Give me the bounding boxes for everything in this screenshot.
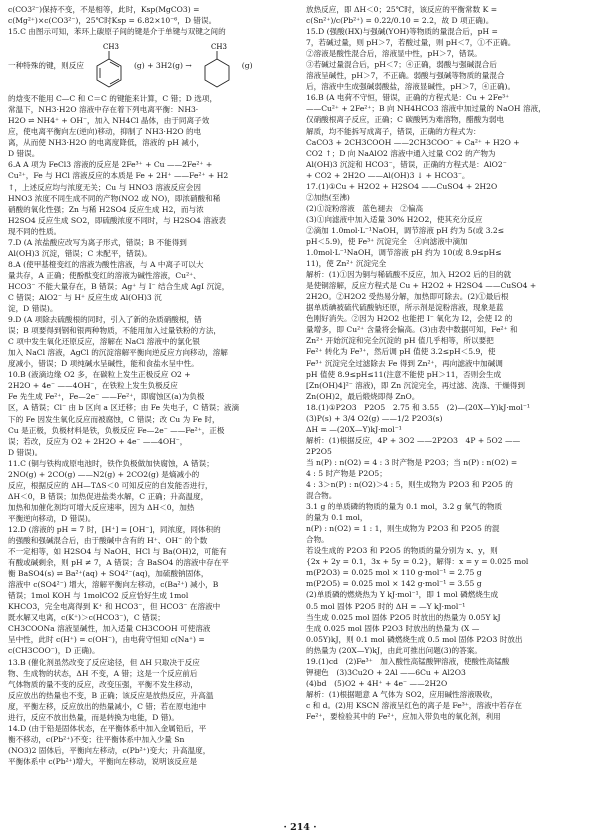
answer-line: 7，若碱过量，则 pH＞7，若酸过量，则 pH＜7，①不正确。 bbox=[306, 38, 516, 48]
answer-line: 常温下，NH3·H2O 溶液中存在着下列电离平衡：NH3· bbox=[8, 105, 199, 115]
answer-line: 反应放出的热量也不变，B 正确；该反应是放热反应，升高温 bbox=[8, 690, 214, 700]
answer-line: c(CH3COO⁻)，D 正确)。 bbox=[8, 646, 100, 656]
answer-line: HCO3⁻ 不能大量存在，B 错误；Ag⁺ 与 I⁻ 结合生成 AgI 沉淀， bbox=[8, 281, 230, 291]
answer-line: HNO3 浓度不同生成不同的产物(NO2 或 NO)，即浓硝酸和稀 bbox=[8, 193, 221, 203]
answer-line: 硝酸的氧化性强；Zn 与稀 H2SO4 反应生成 H2，而与浓 bbox=[8, 204, 204, 214]
answer-line: 解析：(1)①因为铜与稀硫酸不反应，加入 H2O2 后的目的就 bbox=[306, 270, 512, 280]
methylcyclohexane-structure-icon bbox=[200, 41, 234, 89]
answer-line: 溶液中 c(SO4²⁻) 增大，溶解平衡向左移动，c(Ba²⁺) 减小，B bbox=[8, 580, 219, 590]
answer-line: 度减小，错误；D 项纯碱水呈碱性，能和食盐水呈中性。 bbox=[8, 359, 199, 369]
right-column bbox=[306, 4, 590, 722]
answer-line: 后，溶液中生成强碱弱酸盐，溶液显碱性，pH＞7，④正确)。 bbox=[306, 82, 516, 92]
chemical-structure-row bbox=[8, 39, 292, 91]
answer-line: [Zn(OH)4]²⁻ 溶液)，即 Zn 沉淀完全，再过滤、洗涤、干燥得到 bbox=[306, 380, 525, 390]
answer-line: 误；B 项要得到钢和银两种物质，不能用加入过量铁粉的方法， bbox=[8, 326, 222, 336]
answer-line: 物、生成物的状态，ΔH 不变，A 错；这是一个反应前后 bbox=[8, 668, 198, 678]
answer-line: ②溶液是酸性混合后，溶液显中性，pH＞7，错误。 bbox=[306, 49, 482, 59]
answer-line: ②滴加 1.0mol·L⁻¹NaOH，调节溶液 pH 约为 5(或 3.2≤ bbox=[306, 225, 505, 235]
answer-line: n(P) : n(O2) = 1 : 1，则生成物为 P2O3 和 P2O5 的混 bbox=[306, 524, 500, 534]
answer-line: Al(OH)3 沉淀和 HCO3⁻，错误，正确的方程式是：AlO2⁻ bbox=[306, 159, 507, 169]
answer-line: Cu 是正极，负极材料是铁，负极反应 Fe—2e⁻ ——Fe²⁺，正极 bbox=[8, 425, 225, 435]
answer-line: 衡不移动，c(Pb²⁺)不变；往平衡体系中加入少量 Sn bbox=[8, 734, 185, 744]
answer-line: 19.(1)cd (2)Fe³⁺ 加入酸性高锰酸钾溶液，使酸性高锰酸 bbox=[306, 656, 510, 666]
answer-line: 生成 0.025 mol 固体 P2O3 时放出的热量为 (X — bbox=[306, 623, 480, 633]
answer-line: 12.D (溶液的 pH = 7 时，[H⁺] = [OH⁻]，同浓度，同体积的 bbox=[8, 524, 221, 534]
answer-line: 解析：(1)根据反应，4P + 3O2 ——2P2O3 4P + 5O2 —— bbox=[306, 435, 521, 445]
answer-line: 量增多，即 Cu²⁺ 含量将会偏高。(3)由表中数据可知，Fe²⁺ 和 bbox=[306, 325, 518, 335]
answer-line: 4 : 3＞n(P) : n(O2)＞4 : 5，则生成物为 P2O3 和 P2O5 的 bbox=[306, 480, 513, 490]
answer-line: ——Cu²⁺ + 2Fe²⁺；B 向 NH4HCO3 溶液中加过量的 NaOH 溶液， bbox=[306, 104, 546, 114]
answer-line: 仅硝酸根离子反应，正确；C 碳酸钙为难溶物，醋酸为弱电 bbox=[306, 115, 505, 125]
answer-line: 11.C (铜与铁构成原电池时，铁作负极做加快腐蚀，A 错误； bbox=[8, 458, 214, 468]
answer-line: (2)①淀粉溶液 蓝色褪去 ②偏高 bbox=[306, 203, 424, 213]
answer-line: 据单质碘被硫代硫酸钠还原，所示剂是淀粉溶液，现象是蓝 bbox=[306, 303, 504, 313]
answer-line: ③若碱过量混合后，pH＜7；④正确，弱酸与强碱混合后 bbox=[306, 60, 497, 70]
answer-line: D 错误。 bbox=[8, 149, 40, 159]
page-number: · 214 · bbox=[283, 822, 317, 833]
answer-line: 下的 Fe 因发生氧化反应而被腐蚀，C 错误；改 Cu 为 Fe 时， bbox=[8, 414, 220, 424]
answer-line: 合物。 bbox=[306, 535, 329, 545]
answer-line: 放热反应，即 ΔH＜0；25℃时，该反应的平衡常数 K = bbox=[306, 5, 498, 14]
answer-line: 现不同的性质。 bbox=[8, 226, 62, 236]
answer-line: Fe²⁺，要检验其中的 Fe²⁺，应加入带负电的氧化剂，利用 bbox=[306, 712, 501, 721]
answer-line: 10.B (液滴边缘 O2 多，在碳粒上发生正极反应 O2 + bbox=[8, 370, 191, 380]
toluene-structure-icon bbox=[92, 41, 126, 89]
substituent-label: CH3 bbox=[102, 43, 119, 52]
answer-line: (4)bd (5)O2 + 4H⁺ + 4e⁻ ——2H2O bbox=[306, 678, 448, 688]
answer-line: 解析：(1)根据题意 A 气体为 SO2，应用碱性溶液吸收， bbox=[306, 689, 498, 699]
answer-line: H2SO4 反应生成 SO2，即硫酸浓度不同时，与 H2SO4 溶液表 bbox=[8, 215, 227, 225]
answer-line: 15.D (强酸(HX)与强碱(YOH)等物质的量混合后，pH = bbox=[306, 27, 498, 37]
answer-line: 18.(1)①P2O3 P2O5 2.75 和 3.55 (2)—(20X—Y)kJ·mol⁻¹ bbox=[306, 402, 530, 412]
answer-line: 解质，均不能拆写成离子，错误，正确的方程式为： bbox=[306, 126, 481, 136]
answer-line: 1.0mol·L⁻¹NaOH，调节溶液 pH 约为 10(或 8.9≤pH≤ bbox=[306, 248, 502, 258]
answer-line: 有酸或碱剩余，则 pH ≠ 7，A 错误；含 BaSO4 的溶液中存在平 bbox=[8, 558, 229, 568]
answer-line: ΔH＜0，B 错误；加热促进盐类水解，C 正确；升高温度， bbox=[8, 491, 209, 501]
answer-line: ↑，上述反应均与浓度无关；Cu 与 HNO3 溶液反应会因 bbox=[8, 182, 201, 192]
answer-line: {2x + 2y = 0.1，3x + 5y = 0.2}，解得：x = y = 0.025 mol bbox=[306, 557, 529, 567]
answer-line: 区，A 错误；Cl⁻ 由 b 区向 a 区迁移；由 Fe 失电子，C 错误；液滴 bbox=[8, 403, 240, 413]
answer-line: 16.B (A 电荷不守恒，错误，正确的方程式是：Cu + 2Fe³⁺ bbox=[306, 93, 510, 103]
answer-line: 14.D (由于铅是固体状态，在平衡体系中加入金属铅后，平 bbox=[8, 723, 207, 733]
answer-line: 应，使电离平衡向左(逆向)移动，抑制了 NH3·H2O 的电 bbox=[8, 127, 202, 137]
answer-line: 13.B (催化剂虽然改变了反应途径，但 ΔH 只取决于反应 bbox=[8, 657, 200, 667]
answer-line: Zn(OH)2，最后煅烧即得 ZnO。 bbox=[306, 391, 420, 401]
answer-line: ②加热(至沸) bbox=[306, 192, 350, 202]
answer-line: 2NO(g) + 2CO(g) ——N2(g) + 2CO2(g) 是熵减小的 bbox=[8, 469, 200, 479]
answer-line: 3.1 g 的单质磷的物质的量为 0.1 mol，3.2 g 氧气的物质 bbox=[306, 502, 503, 512]
answer-line: 呈中性，此时 c(H⁺) = c(OH⁻)，由电荷守恒知 c(Na⁺) = bbox=[8, 635, 205, 645]
answer-line: ΔH = —(20X—Y)kJ·mol⁻¹ bbox=[306, 424, 402, 434]
answer-line: 进行，反应不放出热量，而是转换为电能，D 错)。 bbox=[8, 712, 179, 722]
answer-line: H2O ⇌ NH4⁺ + OH⁻，加入 NH4Cl 晶体，由于同离子效 bbox=[8, 116, 210, 126]
answer-line: Zn²⁺ 开始沉淀和完全沉淀的 pH 值几乎相等，所以要把 bbox=[306, 336, 494, 346]
answer-line: Cu²⁺，Fe 与 HCl 溶液反应的本质是 Fe + 2H⁺ ——Fe²⁺ + H2 bbox=[8, 171, 229, 181]
structure-middle-label: (g) + 3H2(g) → bbox=[133, 60, 192, 70]
answer-line: 11)，使 Zn²⁺ 沉淀完全 bbox=[306, 259, 387, 269]
answer-line: 若设生成的 P2O3 和 P2O5 的物质的量分别为 x、y，则 bbox=[306, 546, 498, 556]
answer-line: 0.05Y)kJ，则 0.1 mol 磷燃烧生成 0.5 mol 固体 P2O3 时放出 bbox=[306, 634, 523, 644]
answer-line: c(CO3²⁻)保持不变，不是相等，此时，Ksp(MgCO3) = bbox=[8, 5, 200, 14]
answer-line: 2H2O + 4e⁻ ——4OH⁻，在铁粒上发生负极反应 bbox=[8, 381, 178, 391]
substituent-label-2: CH3 bbox=[210, 43, 227, 52]
answer-line: 量共存，A 正确；使酚酞变红的溶液为碱性溶液，Cu²⁺、 bbox=[8, 270, 201, 280]
answer-line: 7.D (A 浓盐酸应改写为离子形式，错误；B 不能得到 bbox=[8, 237, 187, 247]
answer-line: c(Sn²⁺)/c(Pb²⁺) = 0.22/0.10 = 2.2，故 D 项正确)。 bbox=[306, 16, 494, 26]
answer-line: Al(OH)3 沉淀，错误；C 未配平，错误)。 bbox=[8, 248, 152, 258]
answer-line: pH 值使 8.9≤pH≤11(注意不能使 pH＞11，否则会生成 bbox=[306, 369, 502, 379]
answer-line: KHCO3，完全电离得到 K⁺ 和 HCO3⁻，但 HCO3⁻ 在溶液中 bbox=[8, 602, 221, 612]
answer-line: 的强酸和强碱混合后，由于酸碱中含有的 H⁺、OH⁻ 的个数 bbox=[8, 536, 208, 546]
answer-line: D 错误)。 bbox=[8, 447, 43, 457]
answer-line: CO2 ↑；D 向 NaAlO2 溶液中通入过量 CO2 的产物为 bbox=[306, 148, 496, 158]
answer-line: 度，平衡左移，反应放出的热量减小，C 错；若在原电池中 bbox=[8, 701, 207, 711]
answer-line: C 项中发生氧化还原反应，溶解在 NaCl 溶液中的氯化银 bbox=[8, 337, 200, 347]
answer-line: 既水解又电离，c(K⁺)＞c(HCO3⁻)，C 错误； bbox=[8, 613, 165, 623]
answer-line: 反应，根据反应的 ΔH—TΔS＜0 可知反应的自发能否进行， bbox=[8, 480, 213, 490]
answer-line: 溶液呈碱性，pH＞7，不正确。弱酸与强碱等物质的量混合 bbox=[306, 71, 505, 81]
answer-line: CH3COONa 溶液显碱性，加入适量 CH3COOH 可使溶液 bbox=[8, 624, 211, 634]
answer-line: 6.A A 项为 FeCl3 溶液的反应是 2Fe³⁺ + Cu ——2Fe²⁺ + bbox=[8, 160, 213, 170]
answer-line: m(P2O3) = 0.025 mol × 110 g·mol⁻¹ = 2.75 g bbox=[306, 568, 482, 578]
structure-right-label: (g) bbox=[241, 60, 253, 70]
answer-line: C 错误；AlO2⁻ 与 H⁺ 反应生成 Al(OH)3 沉 bbox=[8, 292, 162, 302]
answer-line: 17.(1)①Cu + H2O2 + H2SO4 ——CuSO4 + 2H2O bbox=[306, 181, 498, 191]
answer-line: c(Mg²⁺)×c(CO3²⁻)，25℃时Ksp = 6.82×10⁻⁶，D 错误。 bbox=[8, 16, 217, 26]
answer-line: 加入 NaCl 溶液，AgCl 的沉淀溶解平衡向逆反应方向移动，溶解 bbox=[8, 348, 228, 358]
answer-line: 误；若改，反应为 O2 + 2H2O + 4e⁻ ——4OH⁻， bbox=[8, 436, 188, 446]
answer-line: (3)①向滤液中加入适量 30% H2O2，使其充分反应 bbox=[306, 214, 483, 224]
answer-line: 的焓变不能用 C—C 和 C＝C 的键能来计算，C 错；D 选项， bbox=[8, 94, 218, 104]
answer-line: 9.D (A 项除去硫酸根的同时，引入了新的杂质硝酸根，错 bbox=[8, 315, 202, 325]
answer-line: 不一定相等，如 H2SO4 与 NaOH、HCl 与 Ba(OH)2，可能有 bbox=[8, 547, 227, 557]
answer-line: 2H2O。②H2O2 受热易分解，加热即可除去。(2)①最后根 bbox=[306, 292, 509, 302]
answer-line: 2P2O5 bbox=[306, 446, 332, 456]
answer-line: pH＜5.9)，使 Fe³⁺ 沉淀完全 ④向滤液中滴加 bbox=[306, 236, 468, 246]
answer-line: 衡 BaSO4(s) ⇌ Ba²⁺(aq) + SO4²⁻(aq)，加硫酸钠固体， bbox=[8, 569, 209, 579]
answer-line: m(P2O5) = 0.025 mol × 142 g·mol⁻¹ = 3.55 g bbox=[306, 579, 482, 589]
answer-line: 平衡体系中 c(Pb²⁺)增大，平衡向左移动，说明该反应是 bbox=[8, 756, 198, 766]
answer-line: 色刚好消失。②因为 H2O2 也能把 I⁻ 氧化为 I2，会使 I2 的 bbox=[306, 314, 513, 324]
answer-line: 15.C 由图示可知，苯环上碳原子间的键是介于单键与双键之间的 bbox=[8, 27, 226, 37]
answer-line: 当 n(P) : n(O2) = 4 : 3 时产物是 P2O3；当 n(P) : n(O2) = bbox=[306, 457, 518, 467]
answer-line: 0.5 mol 固体 P2O5 时的 ΔH = —Y kJ·mol⁻¹ bbox=[306, 601, 466, 611]
answer-line: Fe²⁺ 转化为 Fe³⁺，然后调 pH 值使 3.2≤pH＜5.9，使 bbox=[306, 347, 496, 357]
structure-left-label: 一种特殊的键，则反应 bbox=[8, 60, 84, 70]
answer-line: 8.A (使甲基橙变红的溶液为酸性溶液，与 A 中离子可以大 bbox=[8, 259, 204, 269]
answer-line: Fe³⁺ 沉淀完全过滤除去 Fe 得到 Zn²⁺，再向滤液中加碱调 bbox=[306, 358, 503, 368]
answer-line: 当生成 0.025 mol 固体 P2O5 时放出的热量为 0.05Y kJ bbox=[306, 612, 501, 622]
answer-line: (3)P(s) + 3/4 O2(g) ——1/2 P2O3(s) bbox=[306, 413, 443, 423]
answer-line: 淀，D 错误)。 bbox=[8, 304, 58, 314]
answer-line: 的热量为 (20X—Y)kJ，由此可推出问题(3)的答案。 bbox=[306, 645, 482, 655]
answer-line: + CO2 + 2H2O ——Al(OH)3 ↓ + HCO3⁻。 bbox=[306, 170, 470, 180]
answer-line: (2)单质磷的燃烧热为 Y kJ·mol⁻¹，即 1 mol 磷燃烧生成 bbox=[306, 590, 499, 600]
answer-line: 错误；1mol KOH 与 1molCO2 反应恰好生成 1mol bbox=[8, 591, 189, 601]
answer-line: 气体物质的量不变的反应，改变压强，平衡不发生移动， bbox=[8, 679, 198, 689]
answer-line: (NO3)2 固体后，平衡向左移动，c(Pb²⁺)变大；升高温度， bbox=[8, 745, 211, 755]
answer-line: 的量为 0.1 mol， bbox=[306, 513, 368, 523]
answer-line: 4 : 5 时产物是 P2O5； bbox=[306, 468, 387, 478]
answer-line: 混合物。 bbox=[306, 491, 337, 501]
answer-line: 平衡逆向移动，D 错误)。 bbox=[8, 513, 96, 523]
answer-line: 加热和加催化剂均可增大反应速率，因为 ΔH＜0，加热 bbox=[8, 502, 195, 512]
answer-line: 离，从而使 NH3·H2O 的电离度降低，溶液的 pH 减小， bbox=[8, 138, 205, 148]
answer-line: Fe 先生成 Fe²⁺，Fe—2e⁻ ——Fe²⁺，即腐蚀区(a)为负极 bbox=[8, 392, 205, 402]
answer-line: CaCO3 + 2CH3COOH ——2CH3COO⁻ + Ca²⁺ + H2O + bbox=[306, 137, 520, 147]
answer-line: 是使铜溶解，反应方程式是 Cu + H2O2 + H2SO4 ——CuSO4 + bbox=[306, 281, 537, 291]
answer-line: 钾褪色 (3)3Cu2O + 2Al ——6Cu + Al2O3 bbox=[306, 667, 466, 677]
left-column bbox=[8, 4, 292, 767]
answer-line: c 和 d。(2)用 KSCN 溶液呈红色的离子是 Fe³⁺，溶液中若存在 bbox=[306, 700, 522, 710]
